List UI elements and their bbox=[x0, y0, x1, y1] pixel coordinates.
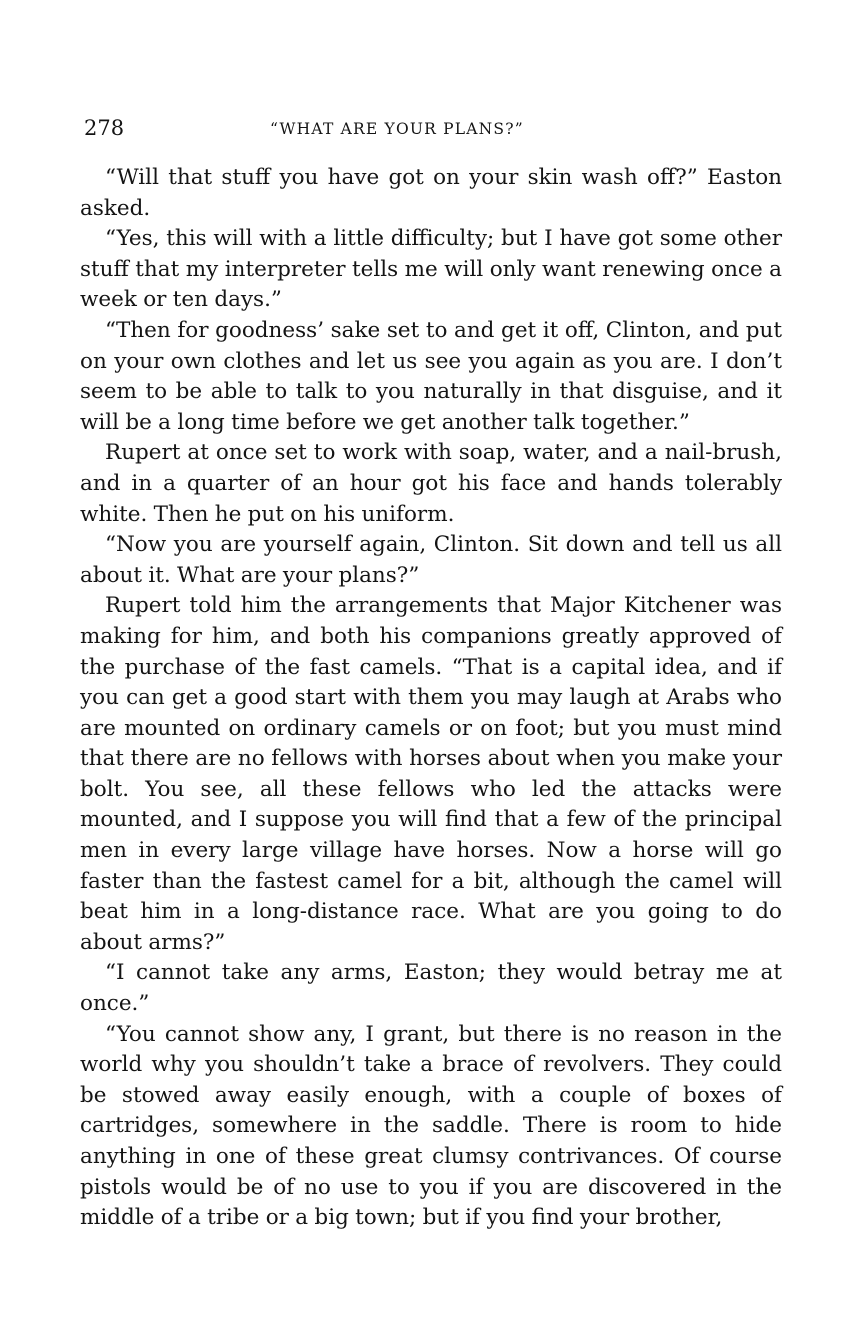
body-text bbox=[80, 163, 782, 1234]
paragraph: “Will that stuff you have got on your skin wash off?” Easton asked. bbox=[80, 165, 782, 221]
paragraph: Rupert told him the arrangements that Major Kitchener was making for him, and both his companions greatly approved of the purchase of the fast camels. “That is a capital idea, and if you can get a good start with them you may laugh at Arabs who are mounted on ordinary camels or on foot; but you must mind that there are no fellows with horses about when you make your bolt. You see, all these fellows who led the attacks were mounted, and I suppose you will find that a few of the principal men in every large village have horses. Now a horse will go faster than the fastest camel for a bit, although the camel will beat him in a long-distance race. What are you going to do about arms?” bbox=[80, 593, 782, 955]
page-header bbox=[84, 112, 784, 144]
paragraph: “You cannot show any, I grant, but there is no reason in the world why you shouldn’t take a brace of revolvers. They could be stowed away easily enough, with a couple of boxes of cartridges, somewhere in the saddle. There is room to hide anything in one of these great clumsy contrivances. Of course pistols would be of no use to you if you are discovered in the middle of a tribe or a big town; but if you find your brother, bbox=[80, 1021, 782, 1231]
paragraph: “Now you are yourself again, Clinton. Sit down and tell us all about it. What are your plans?” bbox=[80, 532, 782, 588]
page-number: 278 bbox=[84, 116, 125, 140]
paragraph: “I cannot take any arms, Easton; they would betray me at once.” bbox=[80, 960, 782, 1017]
running-title: “WHAT ARE YOUR PLANS?” bbox=[270, 120, 524, 138]
paragraph: “Then for goodness’ sake set to and get it off, Clinton, and put on your own clothes and let us see you again as you are. I don’t seem to be able to talk to you naturally in that disguise, and it will be a long time before we get another talk together.” bbox=[80, 317, 782, 435]
paragraph: Rupert at once set to work with soap, water, and a nail-brush, and in a quarter of an hour got his face and hands tolerably white. Then he put on his uniform. bbox=[80, 440, 782, 527]
paragraph: “Yes, this will with a little difficulty; but I have got some other stuff that my interpreter tells me will only want renewing once a week or ten days.” bbox=[80, 226, 782, 313]
